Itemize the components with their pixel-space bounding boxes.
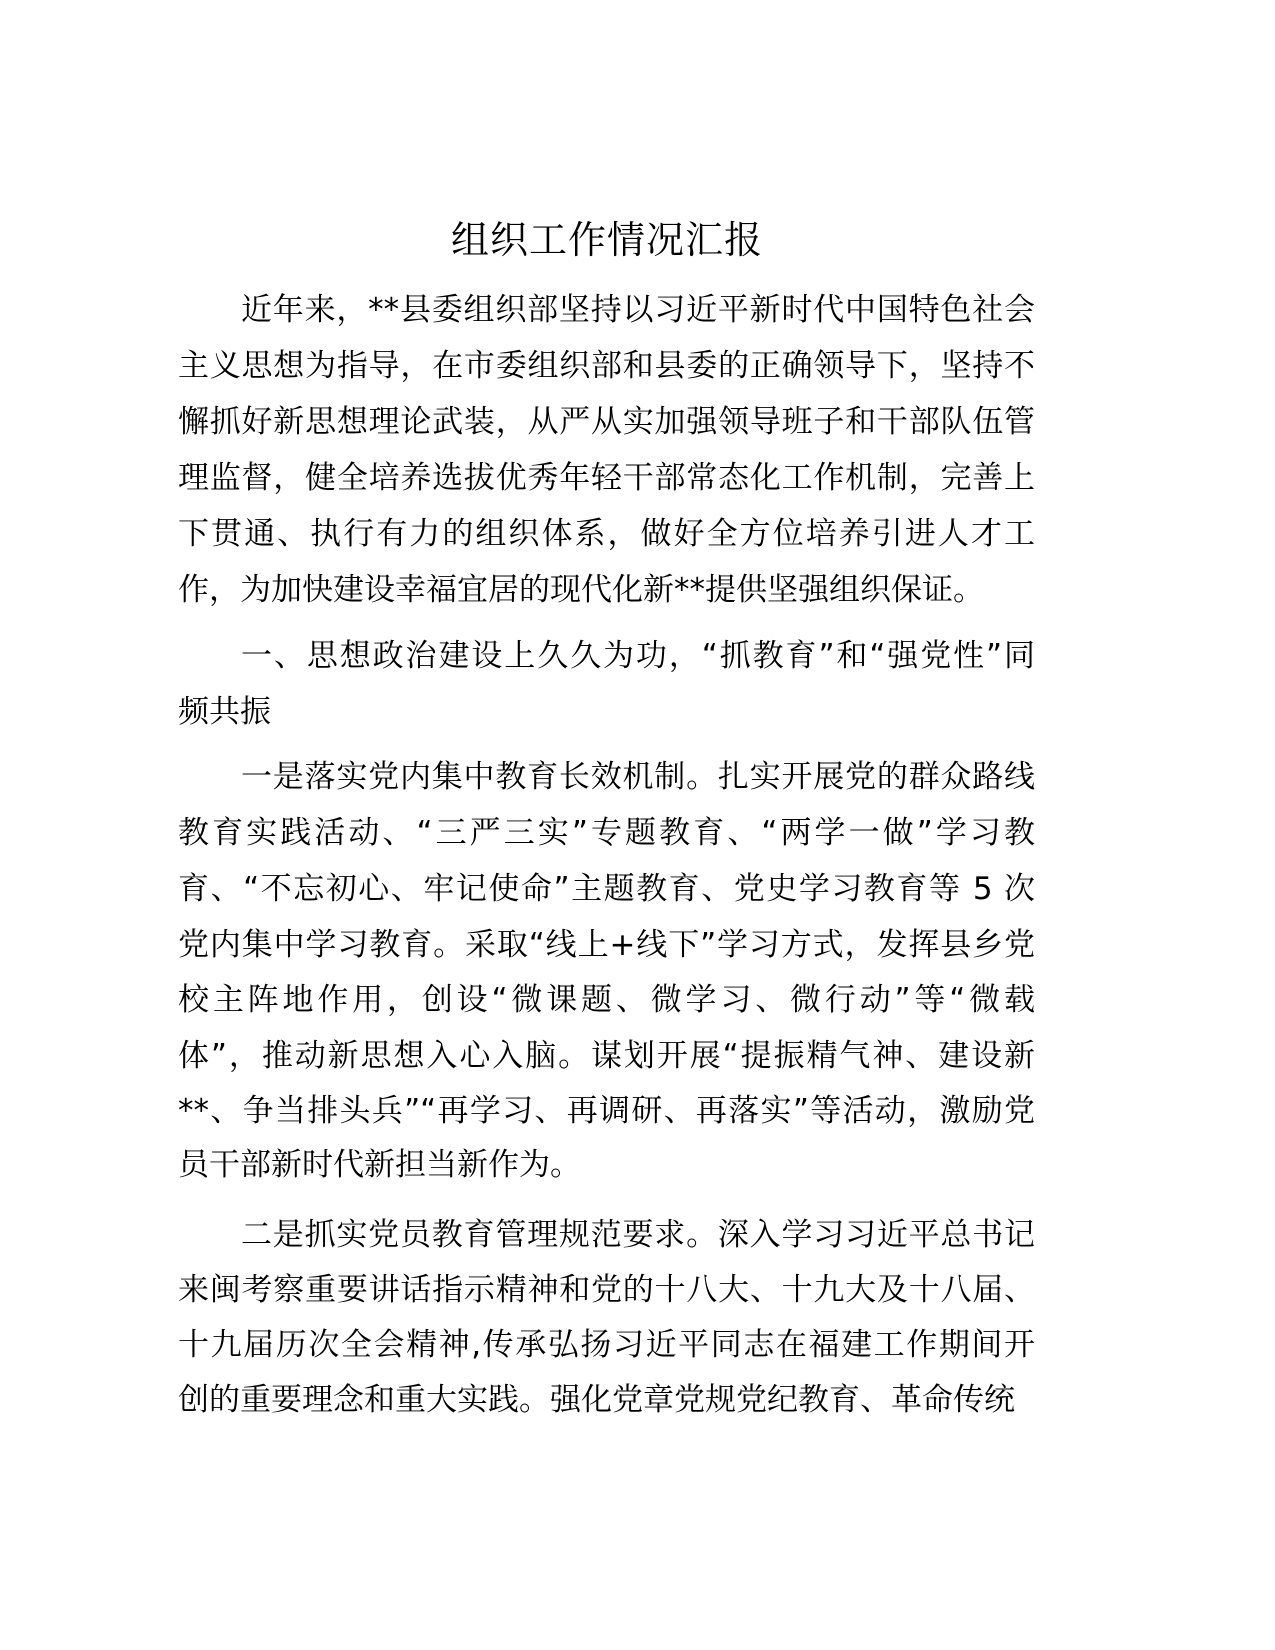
text-line: 校主阵地作用，创设“微课题、微学习、微行动”等“微载 (178, 982, 1035, 1018)
text-line: 理监督，健全培养选拔优秀年轻干部常态化工作机制，完善上 (178, 460, 1035, 496)
text-line: 体”，推动新思想入心入脑。谋划开展“提振精气神、建设新 (178, 1038, 1035, 1074)
text-line: 频共振 (178, 694, 271, 730)
document-title: 组织工作情况汇报 (450, 218, 763, 262)
text-line: 创的重要理念和重大实践。强化党章党规党纪教育、革命传统 (178, 1382, 1015, 1418)
text-line: **、争当排头兵”“再学习、再调研、再落实”等活动，激励党 (178, 1093, 1035, 1129)
text-line: 近年来，**县委组织部坚持以习近平新时代中国特色社会 (241, 292, 1035, 328)
text-line: 懈抓好新思想理论武装，从严从实加强领导班子和干部队伍管 (178, 404, 1035, 440)
text-line: 育、“不忘初心、牢记使命”主题教育、党史学习教育等 5 次 (178, 871, 1035, 907)
text-line: 教育实践活动、“三严三实”专题教育、“两学一做”学习教 (178, 815, 1035, 851)
text-line: 二是抓实党员教育管理规范要求。深入学习习近平总书记 (241, 1217, 1035, 1253)
text-line: 一是落实党内集中教育长效机制。扎实开展党的群众路线 (241, 759, 1035, 795)
text-line: 员干部新时代新担当新作为。 (178, 1147, 581, 1183)
text-line: 主义思想为指导，在市委组织部和县委的正确领导下，坚持不 (178, 348, 1035, 384)
text-line: 党内集中学习教育。采取“线上+线下”学习方式，发挥县乡党 (178, 927, 1035, 963)
text-line: 下贯通、执行有力的组织体系，做好全方位培养引进人才工 (178, 516, 1035, 552)
text-line: 十九届历次全会精神,传承弘扬习近平同志在福建工作期间开 (178, 1327, 1035, 1363)
text-line: 作，为加快建设幸福宜居的现代化新**提供坚强组织保证。 (178, 572, 984, 608)
text-line: 一、思想政治建设上久久为功，“抓教育”和“强党性”同 (241, 638, 1035, 674)
text-line: 来闽考察重要讲话指示精神和党的十八大、十九大及十八届、 (178, 1272, 1035, 1308)
